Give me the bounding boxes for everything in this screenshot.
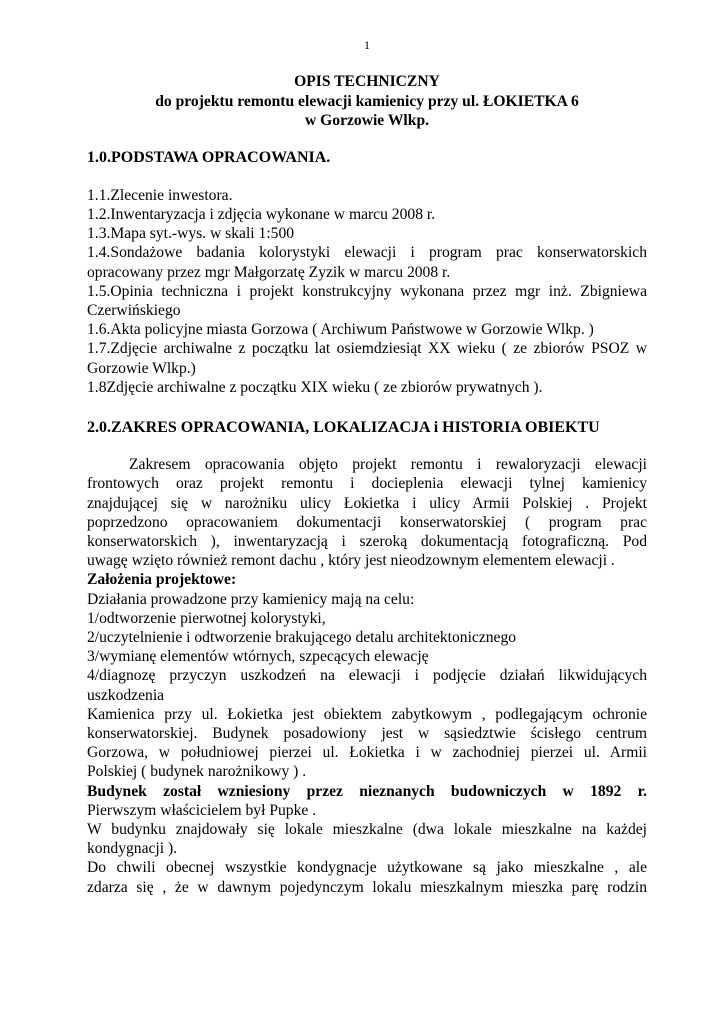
paragraph-line: Polskiej ( budynek narożnikowy ) . xyxy=(87,763,307,781)
list-item: 1.3.Mapa syt.-wys. w skali 1:500 xyxy=(87,225,295,243)
title-line-1: OPIS TECHNICZNY xyxy=(294,73,440,90)
paragraph-line: kondygnacji ). xyxy=(87,840,178,858)
goal-item: 1/odtworzenie pierwotnej kolorystyki, xyxy=(87,609,326,627)
list-item: 1.6.Akta policyjne miasta Gorzowa ( Archiwum Państwowe w Gorzowie Wlkp. ) xyxy=(87,321,594,339)
title-line-3: w Gorzowie Wlkp. xyxy=(304,112,430,129)
goals-intro: Działania prowadzone przy kamienicy mają na celu: xyxy=(87,590,415,608)
goals-list xyxy=(87,609,647,705)
paragraph-line: zdarza się , że w dawnym pojedynczym lokalu mieszkalnym mieszka parę rodzin xyxy=(87,878,647,896)
list-item: 1.5.Opinia techniczna i projekt konstrukcyjny wykonana przez mgr inż. Zbigniewa xyxy=(87,282,647,300)
section-1-list xyxy=(87,186,647,397)
paragraph-line: uwagę wzięto również remont dachu , który jest nieodzownym elementem elewacji . xyxy=(87,552,615,570)
scope-paragraph xyxy=(87,455,647,570)
list-item-continuation: Gorzowie Wlkp.) xyxy=(87,359,196,377)
goal-item: 4/diagnozę przyczyn uszkodzeń na elewacji i podjęcie działań likwidujących xyxy=(87,667,647,685)
paragraph-line: konserwatorskich ), inwentaryzacją i szeroką dokumentacją fotograficzną. Pod xyxy=(87,532,647,550)
paragraph-line: poprzedzono opracowaniem dokumentacji konserwatorskiej ( program prac xyxy=(87,513,647,531)
goal-item-continuation: uszkodzenia xyxy=(87,686,165,704)
paragraph-line: Kamienica przy ul. Łokietka jest obiektem zabytkowym , podlegającym ochronie xyxy=(87,705,647,723)
page-number: 1 xyxy=(364,38,370,52)
goal-item: 2/uczytelnienie i odtworzenie brakującego detalu architektonicznego xyxy=(87,628,517,646)
paragraph-line: znajdującej się w narożniku ulicy Łokietka i ulicy Armii Polskiej . Projekt xyxy=(87,494,647,512)
list-item-continuation: Czerwińskiego xyxy=(87,301,181,319)
list-item: 1.2.Inwentaryzacja i zdjęcia wykonane w marcu 2008 r. xyxy=(87,205,436,223)
goal-item: 3/wymianę elementów wtórnych, szpecących elewację xyxy=(87,648,429,666)
list-item: 1.4.Sondażowe badania kolorystyki elewacji i program prac konserwatorskich xyxy=(87,244,647,262)
paragraph-line: Zakresem opracowania objęto projekt remontu i rewaloryzacji elewacji xyxy=(129,456,647,474)
current-use-paragraph xyxy=(87,858,647,896)
first-owner-line: Pierwszym właścicielem był Pupke . xyxy=(87,801,317,819)
section-1-heading: 1.0.PODSTAWA OPRACOWANIA. xyxy=(87,148,331,166)
paragraph-line: W budynku znajdowały się lokale mieszkalne (dwa lokale mieszkalne na każdej xyxy=(87,821,647,838)
list-item-continuation: opracowany przez mgr Małgorzatę Zyzik w marcu 2008 r. xyxy=(87,263,451,281)
assumptions-heading: Założenia projektowe: xyxy=(87,571,237,589)
paragraph-line: frontowych oraz projekt remontu i docieplenia elewacji tylnej kamienicy xyxy=(87,475,647,493)
title-line-2: do projektu remontu elewacji kamienicy przy ul. ŁOKIETKA 6 xyxy=(155,92,579,110)
paragraph-line: Do chwili obecnej wszystkie kondygnacje użytkowane są jako mieszkalne , ale xyxy=(87,859,647,877)
location-paragraph xyxy=(87,705,647,782)
construction-year-statement: Budynek został wzniesiony przez nieznanych budowniczych w 1892 r. xyxy=(87,782,647,800)
section-2-heading: 2.0.ZAKRES OPRACOWANIA, LOKALIZACJA i HISTORIA OBIEKTU xyxy=(87,418,600,436)
list-item: 1.1.Zlecenie inwestora. xyxy=(87,186,233,204)
premises-paragraph xyxy=(87,820,647,858)
paragraph-line: konserwatorskiej. Budynek posadowiony jest w sąsiedztwie ścisłego centrum xyxy=(87,724,647,742)
document-title xyxy=(87,72,647,131)
document-page xyxy=(87,38,647,897)
paragraph-line: Gorzowa, w południowej pierzei ul. Łokietka i w zachodniej pierzei ul. Armii xyxy=(87,744,647,762)
list-item: 1.7.Zdjęcie archiwalne z początku lat osiemdziesiąt XX wieku ( ze zbiorów PSOZ w xyxy=(87,340,647,358)
list-item: 1.8Zdjęcie archiwalne z początku XIX wieku ( ze zbiorów prywatnych ). xyxy=(87,378,543,396)
